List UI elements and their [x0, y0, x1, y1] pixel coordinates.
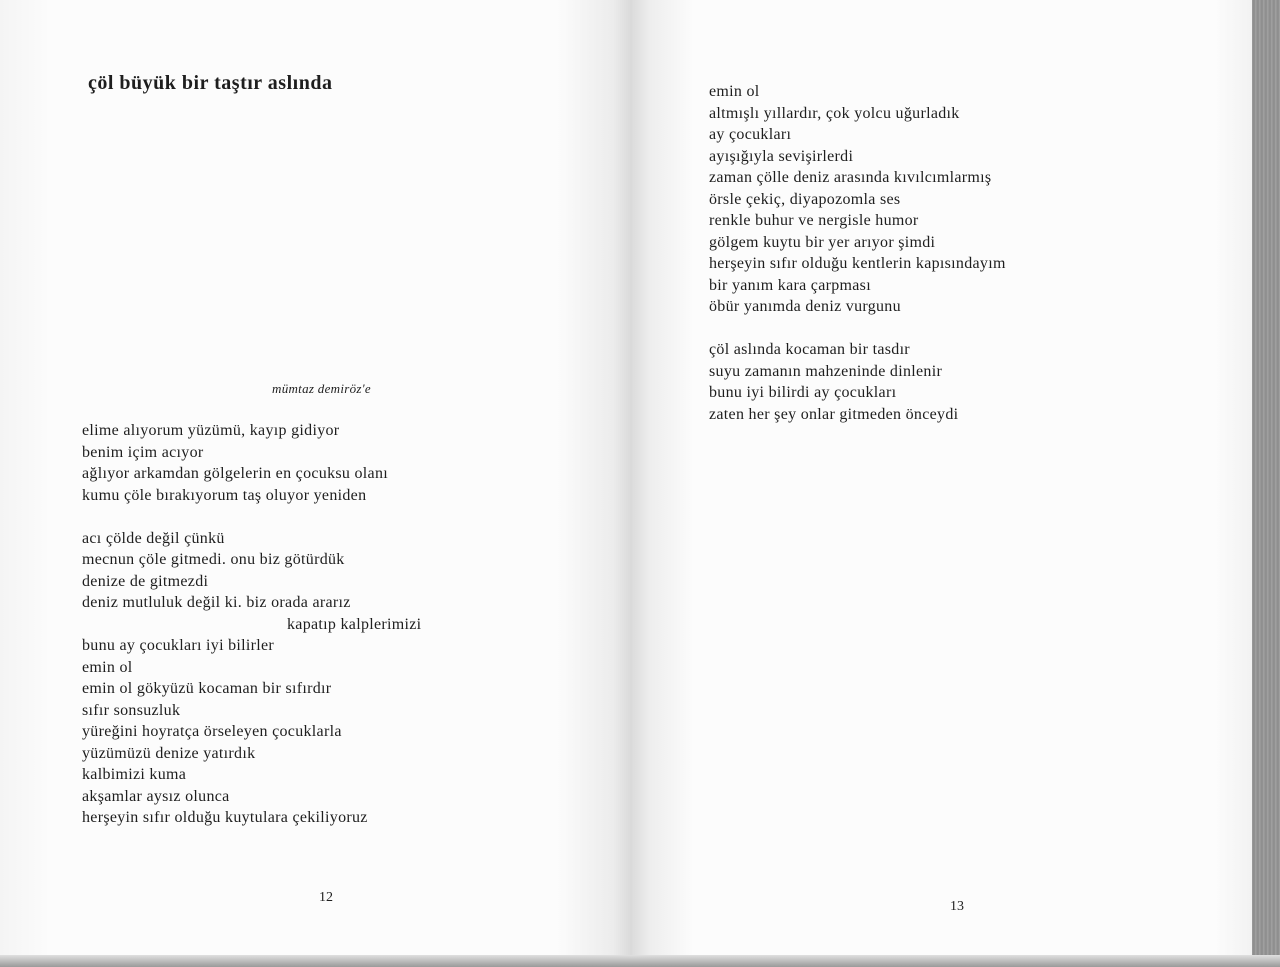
poem-line: zaten her şey onlar gitmeden önceydi: [709, 405, 959, 423]
poem-line: elime alıyorum yüzümü, kayıp gidiyor: [82, 422, 340, 439]
page-number-left: 12: [319, 890, 333, 905]
poem-line: deniz mutluluk değil ki. biz orada ararız: [82, 594, 351, 611]
left-poem-text: [82, 420, 421, 829]
stanza-break: [709, 318, 1006, 340]
poem-line: altmışlı yıllardır, çok yolcu uğurladık: [709, 104, 960, 122]
poem-line-indented: kapatıp kalplerimizi: [287, 615, 422, 633]
page-bottom-edge: [0, 955, 1280, 967]
poem-line: ay çocukları: [709, 126, 792, 143]
right-poem-text: [709, 81, 1006, 425]
poem-line: herşeyin sıfır olduğu kuytulara çekiliyoruz: [82, 809, 368, 826]
poem-line: ayışığıyla sevişirlerdi: [709, 147, 854, 165]
poem-line: kumu çöle bırakıyorum taş oluyor yeniden: [82, 486, 367, 504]
left-page: [0, 0, 632, 967]
poem-line: emin ol: [709, 83, 760, 100]
poem-title: çöl büyük bir taştır aslında: [88, 72, 333, 94]
poem-line: bir yanım kara çarpması: [709, 276, 871, 294]
poem-line: emin ol: [82, 658, 133, 676]
page-number-right: 13: [950, 899, 964, 914]
poem-line: çöl aslında kocaman bir tasdır: [709, 341, 910, 358]
stanza-break: [82, 506, 421, 528]
poem-line: mecnun çöle gitmedi. onu biz götürdük: [82, 551, 345, 568]
poem-line: yüreğini hoyratça örseleyen çocuklarla: [82, 723, 342, 740]
dedication: mümtaz demiröz'e: [272, 381, 371, 396]
poem-line: suyu zamanın mahzeninde dinlenir: [709, 362, 943, 380]
poem-line: emin ol gökyüzü kocaman bir sıfırdır: [82, 680, 332, 697]
poem-line: herşeyin sıfır olduğu kentlerin kapısındayım: [709, 255, 1006, 272]
poem-line: renkle buhur ve nergisle humor: [709, 212, 919, 229]
poem-line: öbür yanımda deniz vurgunu: [709, 298, 901, 315]
poem-line: bunu ay çocukları iyi bilirler: [82, 637, 275, 654]
poem-line: benim içim acıyor: [82, 443, 204, 461]
poem-line: sıfır sonsuzluk: [82, 701, 181, 719]
poem-line: yüzümüzü denize yatırdık: [82, 744, 256, 762]
poem-line: örsle çekiç, diyapozomla ses: [709, 190, 901, 208]
poem-line: denize de gitmezdi: [82, 572, 209, 590]
poem-line: zaman çölle deniz arasında kıvılcımlarmış: [709, 169, 992, 186]
page-edge: [1252, 0, 1280, 967]
poem-line: bunu iyi bilirdi ay çocukları: [709, 384, 897, 401]
poem-line: ağlıyor arkamdan gölgelerin en çocuksu olanı: [82, 465, 388, 482]
poem-line: acı çölde değil çünkü: [82, 529, 225, 547]
poem-line: akşamlar aysız olunca: [82, 787, 230, 805]
poem-line: kalbimizi kuma: [82, 766, 187, 783]
poem-line: gölgem kuytu bir yer arıyor şimdi: [709, 233, 936, 251]
